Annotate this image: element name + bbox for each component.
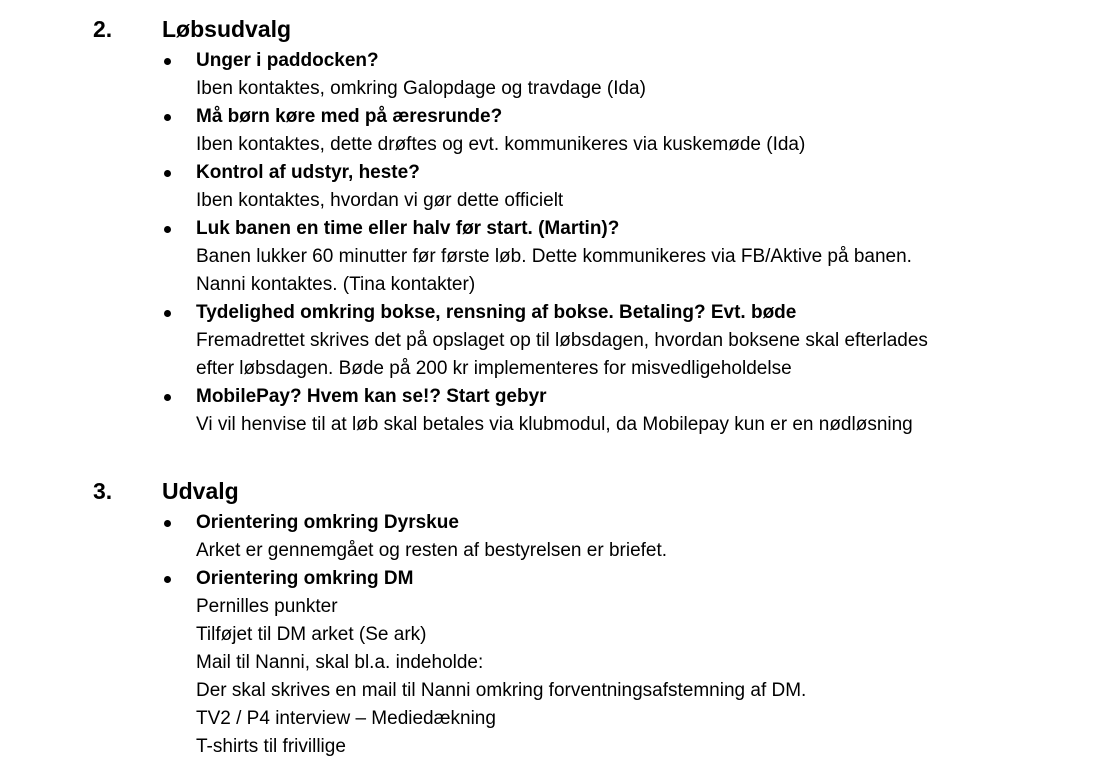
bullet-icon [164, 226, 171, 233]
bullet-list [0, 47, 1110, 439]
item-heading: Luk banen en time eller halv før start. (Martin)? [196, 218, 620, 239]
item-heading: MobilePay? Hvem kan se!? Start gebyr [196, 386, 547, 407]
list-item [0, 159, 1110, 215]
item-text: Tilføjet til DM arket (Se ark) [196, 624, 427, 645]
item-text: Iben kontaktes, hvordan vi gør dette officielt [196, 190, 564, 211]
bullet-list [0, 509, 1110, 761]
item-text: Iben kontaktes, omkring Galopdage og travdage (Ida) [196, 78, 646, 99]
list-item [0, 47, 1110, 103]
list-item [0, 509, 1110, 565]
bullet-icon [164, 394, 171, 401]
section-lobsudvalg [0, 11, 1110, 439]
item-text: Iben kontaktes, dette drøftes og evt. kommunikeres via kuskemøde (Ida) [196, 134, 806, 155]
item-text: TV2 / P4 interview – Mediedækning [196, 708, 496, 729]
item-text: Mail til Nanni, skal bl.a. indeholde: [196, 652, 484, 673]
list-item [0, 215, 1110, 299]
section-heading [0, 473, 1110, 509]
list-item [0, 383, 1110, 439]
section-heading [0, 11, 1110, 47]
section-number: 2. [93, 16, 113, 42]
section-spacer [0, 439, 1110, 473]
item-text: Banen lukker 60 minutter før første løb. Dette kommunikeres via FB/Aktive på banen. [196, 246, 912, 267]
list-item [0, 299, 1110, 383]
item-text: Der skal skrives en mail til Nanni omkring forventningsafstemning af DM. [196, 680, 807, 701]
item-heading: Orientering omkring Dyrskue [196, 512, 459, 533]
bullet-icon [164, 114, 171, 121]
bullet-icon [164, 520, 171, 527]
bullet-icon [164, 576, 171, 583]
section-title: Løbsudvalg [162, 16, 292, 42]
bullet-icon [164, 310, 171, 317]
list-item [0, 565, 1110, 761]
bullet-icon [164, 58, 171, 65]
item-text: Vi vil henvise til at løb skal betales via klubmodul, da Mobilepay kun er en nødløsning [196, 414, 913, 435]
item-heading: Kontrol af udstyr, heste? [196, 162, 420, 183]
item-heading: Må børn køre med på æresrunde? [196, 106, 503, 127]
section-title: Udvalg [162, 478, 239, 504]
item-text: Arket er gennemgået og resten af bestyrelsen er briefet. [196, 540, 668, 561]
item-text: Nanni kontaktes. (Tina kontakter) [196, 274, 476, 295]
item-text: T-shirts til frivillige [196, 736, 346, 757]
item-text: efter løbsdagen. Bøde på 200 kr implementeres for misvedligeholdelse [196, 358, 792, 379]
bullet-icon [164, 170, 171, 177]
section-number: 3. [93, 478, 113, 504]
item-heading: Orientering omkring DM [196, 568, 414, 589]
list-item [0, 103, 1110, 159]
item-heading: Unger i paddocken? [196, 50, 379, 71]
item-heading: Tydelighed omkring bokse, rensning af bokse. Betaling? Evt. bøde [196, 302, 797, 323]
section-udvalg [0, 473, 1110, 761]
item-text: Fremadrettet skrives det på opslaget op til løbsdagen, hvordan boksene skal efterlades [196, 330, 928, 351]
item-text: Pernilles punkter [196, 596, 338, 617]
